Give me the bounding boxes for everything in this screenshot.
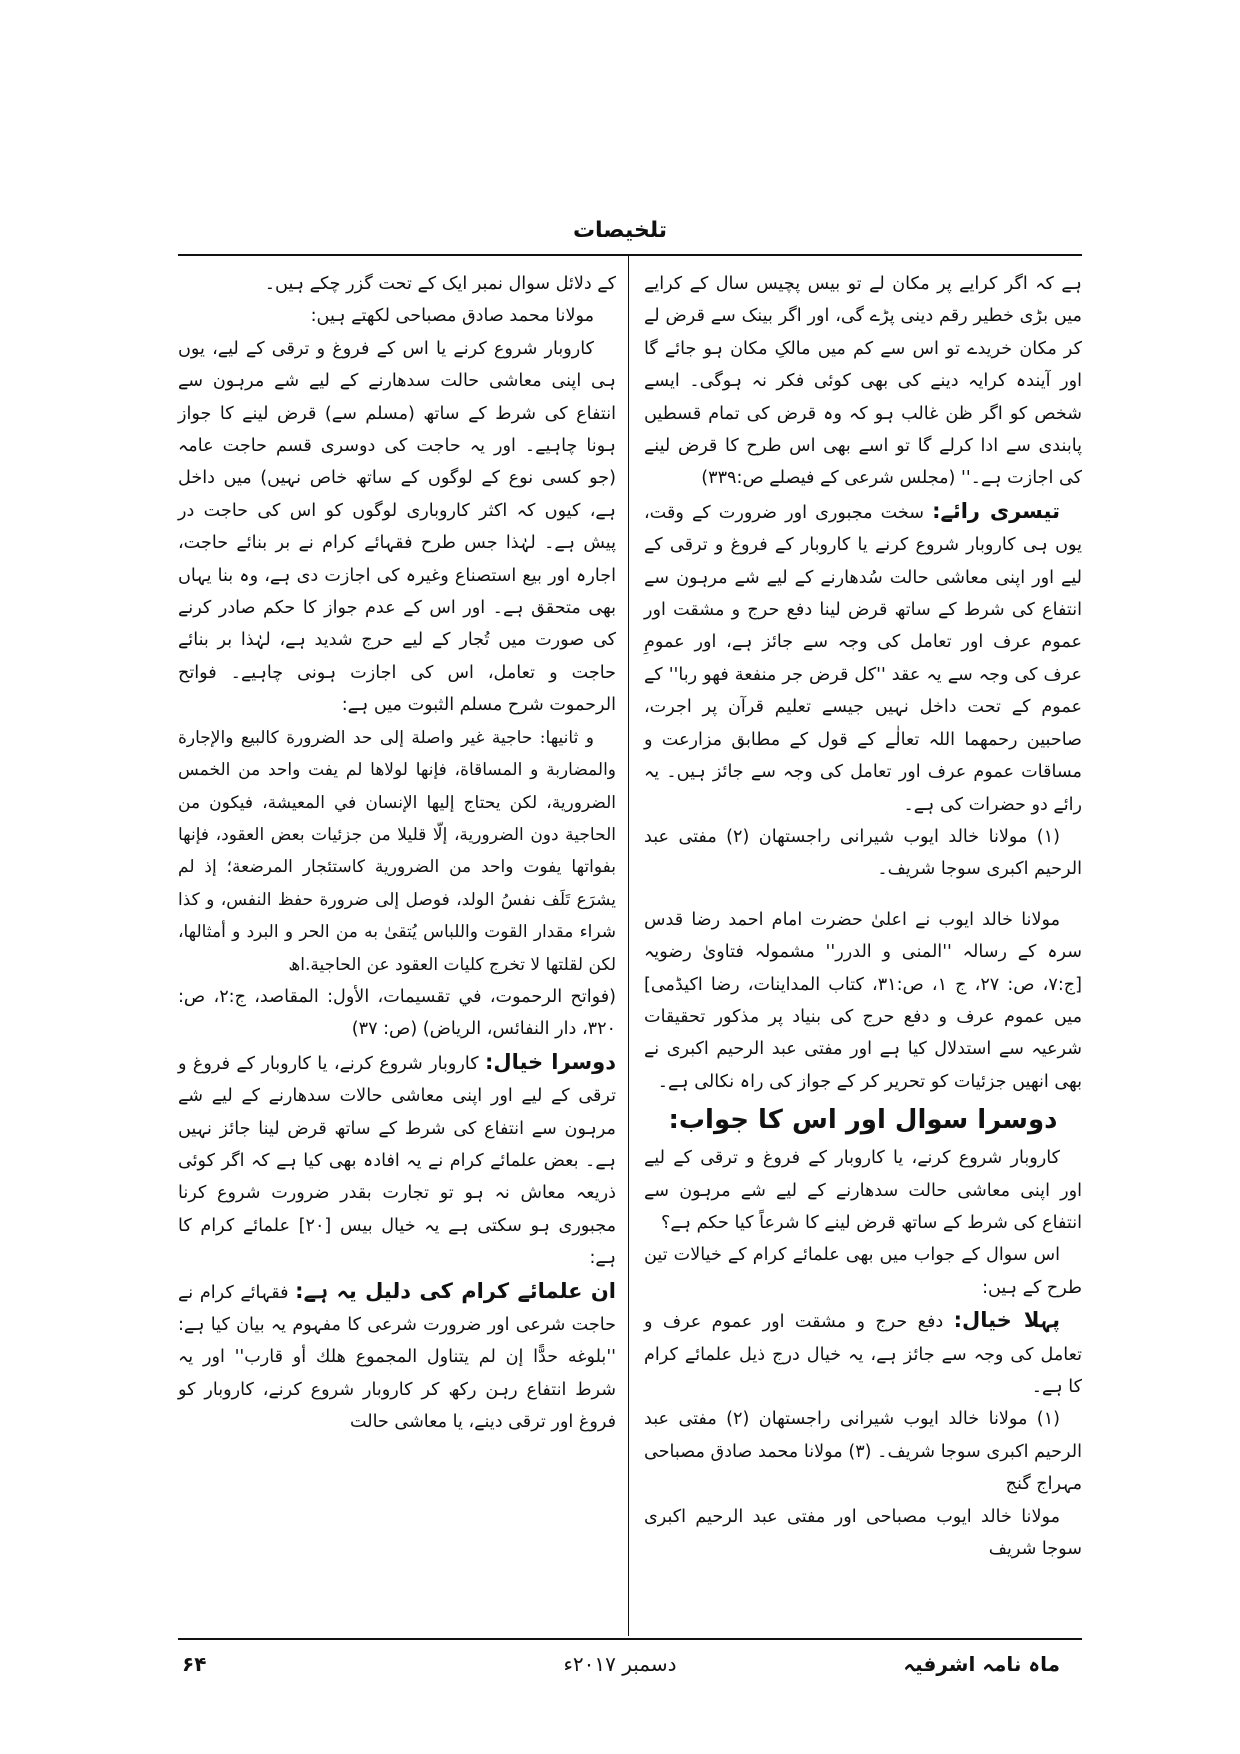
subheading-second-view: دوسرا خیال: bbox=[484, 1049, 617, 1074]
paragraph bbox=[178, 1275, 616, 1439]
subheading-first-view: پہلا خیال: bbox=[953, 1308, 1060, 1333]
page-number: ۶۴ bbox=[182, 1652, 207, 1676]
citation: (فواتح الرحموت، في تقسيمات، الأول: المقاصد، ج:۲، ص: ۳۲۰، دار النفائس، الرياض) (ص: ۳۷) bbox=[178, 986, 616, 1040]
footer-rule bbox=[178, 1638, 1082, 1640]
paragraph: کاروبار شروع کرنے، یا کاروبار کے فروغ و ترقی کے لیے اور اپنی معاشی حالت سدھارنے کے لیے شے مرہون سے انتفاع کی شرط کے ساتھ قرض لینے کا شرعاً کیا حکم ہے؟ bbox=[644, 1148, 1082, 1233]
right-column bbox=[644, 268, 1082, 1565]
paragraph bbox=[644, 1304, 1082, 1403]
paragraph: کے دلائل سوال نمبر ایک کے تحت گزر چکے ہیں۔ bbox=[264, 274, 616, 294]
paragraph: اس سوال کے جواب میں بھی علمائے کرام کے خیالات تین طرح کے ہیں: bbox=[644, 1245, 1082, 1298]
paragraph bbox=[178, 1046, 616, 1275]
section-heading: دوسرا سوال اور اس کا جواب: bbox=[668, 1105, 1058, 1136]
subheading-evidence: ان علمائے کرام کی دلیل یہ ہے: bbox=[295, 1278, 616, 1303]
subheading-third-opinion: تیسری رائے: bbox=[932, 498, 1060, 523]
paragraph: مولانا خالد ایوب مصباحی اور مفتی عبد الرحیم اکبری سوجا شریف bbox=[644, 1506, 1082, 1560]
paragraph: مولانا خالد ایوب نے اعلیٰ حضرت امام احمد رضا قدس سرہ کے رسالہ ''المنی و الدرر'' مشمولہ فتاویٰ رضویہ [ج:۷، ص: ۲۷، ج ۱، ص:۳۱، کتاب المداینات، رضا اکیڈمی] میں عموم عرف و دفع حرج کی بنیاد پر مذکور تحقیقات شرعیہ سے استدلال کیا ہے اور مفتی عبد الرحیم اکبری نے بھی انھیں جزئیات کو تحریر کر کے جواز کی راہ نکالی ہے۔ bbox=[644, 909, 1082, 1092]
paragraph-text: دفع حرج و مشقت اور عموم عرف و تعامل کی وجہ سے جائز ہے، یہ خیال درج ذیل علمائے کرام کا ہے۔ bbox=[644, 1312, 1082, 1397]
paragraph: ہے کہ اگر کرایے پر مکان لے تو بیس پچیس سال کے کرایے میں بڑی خطیر رقم دینی پڑے گی، اور اگر بینک سے قرض لے کر مکان خریدے تو اس سے کم میں مالکِ مکان ہو جائے گا اور آیندہ کرایہ دینے کی بھی کوئی فکر نہ ہوگی۔ ایسے شخص کو اگر ظن غالب ہو کہ وہ قرض کی تمام قسطیں پابندی سے ادا کرلے گا تو اسے بھی اس طرح کا قرض لینے کی اجازت ہے۔'' (مجلس شرعی کے فیصلے ص:۳۳۹) bbox=[644, 274, 1082, 489]
paragraph: مولانا محمد صادق مصباحی لکھتے ہیں: bbox=[310, 306, 594, 327]
arabic-quotation: و ثانيها: حاجية غير واصلة إلى حد الضرورة كالبيع والإجارة والمضاربة و المساقاة، فإنها لولاها لم يفت واحد من الخمس الضرورية، لكن يحتاج إليها الإنسان في المعيشة، فيكون من الحاجية دون الضرورية، إلّا قليلا من جزئيات بعض العقود، فإنها بفواتها يفوت واحد من الضرورية كاستئجار المرضعة؛ إذ لم يشرَع تَلَف نفسُ الولد، فوصل إلى ضرورة حفظ النفس، و كذا شراء مقدار القوت واللباس يُتقىٰ به من الحر و البرد و أمثالها، لكن لقلتها لا تخرج كليات العقود عن الحاجية.اھ bbox=[178, 727, 616, 975]
paragraph: کاروبار شروع کرنے یا اس کے فروغ و ترقی کے لیے، یوں ہی اپنی معاشی حالت سدھارنے کے لیے شے مرہون سے انتفاع کی شرط کے ساتھ (مسلم سے) قرض لینے کا جواز ہونا چاہیے۔ اور یہ حاجت کی دوسری قسم حاجت عامہ (جو کسی نوع کے لوگوں کے ساتھ خاص نہیں) میں داخل ہے، کیوں کہ اکثر کاروباری لوگوں کو اس کی حاجت در پیش ہے۔ لہٰذا جس طرح فقہائے کرام نے بر بنائے حاجت، اجارہ اور بیع استصناع وغیرہ کی اجازت دی ہے، وہ بنا یہاں بھی متحقق ہے۔ اور اس کے عدم جواز کا حکم صادر کرنے کی صورت میں تُجار کے لیے حرج شدید ہے، لہٰذا بر بنائے حاجت و تعامل، اس کی اجازت ہونی چاہیے۔ فواتح الرحموت شرح مسلم الثبوت میں ہے: bbox=[178, 338, 616, 716]
paragraph: (۱) مولانا خالد ایوب شیرانی راجستھان (۲) مفتی عبد الرحیم اکبری سوجا شریف۔ bbox=[644, 826, 1082, 880]
running-title: تلخیصات bbox=[572, 218, 668, 243]
paragraph-text: فقہائے کرام نے حاجت شرعی اور ضرورت شرعی کا مفہوم یہ بیان کیا ہے: ''بلوغه حدًّا إن لم يتناول المجموع هلك أو قارب'' اور یہ شرط انتفاع رہن رکھ کر کاروبار شروع کرنے، کاروبار کو فروغ اور ترقی دینے، یا معاشی حالت bbox=[178, 1282, 616, 1433]
spacer bbox=[644, 886, 1082, 904]
paragraph-text: سخت مجبوری اور ضرورت کے وقت، یوں ہی کاروبار شروع کرنے یا کاروبار کے فروغ و ترقی کے لیے اور اپنی معاشی حالت سُدھارنے کے لیے شے مرہون سے انتفاع کی شرط کے ساتھ قرض لینا دفع حرج و مشقت اور عموم عرف اور تعامل کی وجہ سے جائز ہے، اور عمومِ عرف کی وجہ سے یہ عقد ''کل قرض جر منفعة فھو ربا'' کے عموم کے تحت داخل نہیں جیسے تعلیم قرآن پر اجرت، صاحبین رحمھما اللہ تعالٰے کے قول کے مطابق مزارعت و مساقات عموم عرف اور تعامل کی وجہ سے جائز ہیں۔ یہ رائے دو حضرات کی ہے۔ bbox=[644, 502, 1082, 815]
paragraph bbox=[644, 495, 1082, 821]
column-divider bbox=[628, 256, 629, 1636]
magazine-name: ماہ نامہ اشرفیہ bbox=[903, 1652, 1060, 1676]
left-column bbox=[178, 268, 616, 1439]
paragraph: (۱) مولانا خالد ایوب شیرانی راجستھان (۲) مفتی عبد الرحیم اکبری سوجا شریف۔ (۳) مولانا محمد صادق مصباحی مہراج گنج bbox=[644, 1409, 1082, 1495]
paragraph-text: کاروبار شروع کرنے، یا کاروبار کے فروغ و ترقی کے لیے اور اپنی معاشی حالات سدھارنے کے لیے شے مرہون سے انتفاع کی شرط کے ساتھ قرض لینا جائز نہیں ہے۔ بعض علمائے کرام نے یہ افادہ بھی کیا ہے کہ اگر کوئی ذریعہ معاش نہ ہو تو تجارت بقدر ضرورت شروع کرنا مجبوری ہو سکتی ہے یہ خیال بیس [۲۰] علمائے کرام کا ہے: bbox=[178, 1053, 616, 1269]
issue-date: دسمبر ۲۰۱۷ء bbox=[563, 1652, 677, 1676]
header-rule bbox=[178, 254, 1082, 256]
